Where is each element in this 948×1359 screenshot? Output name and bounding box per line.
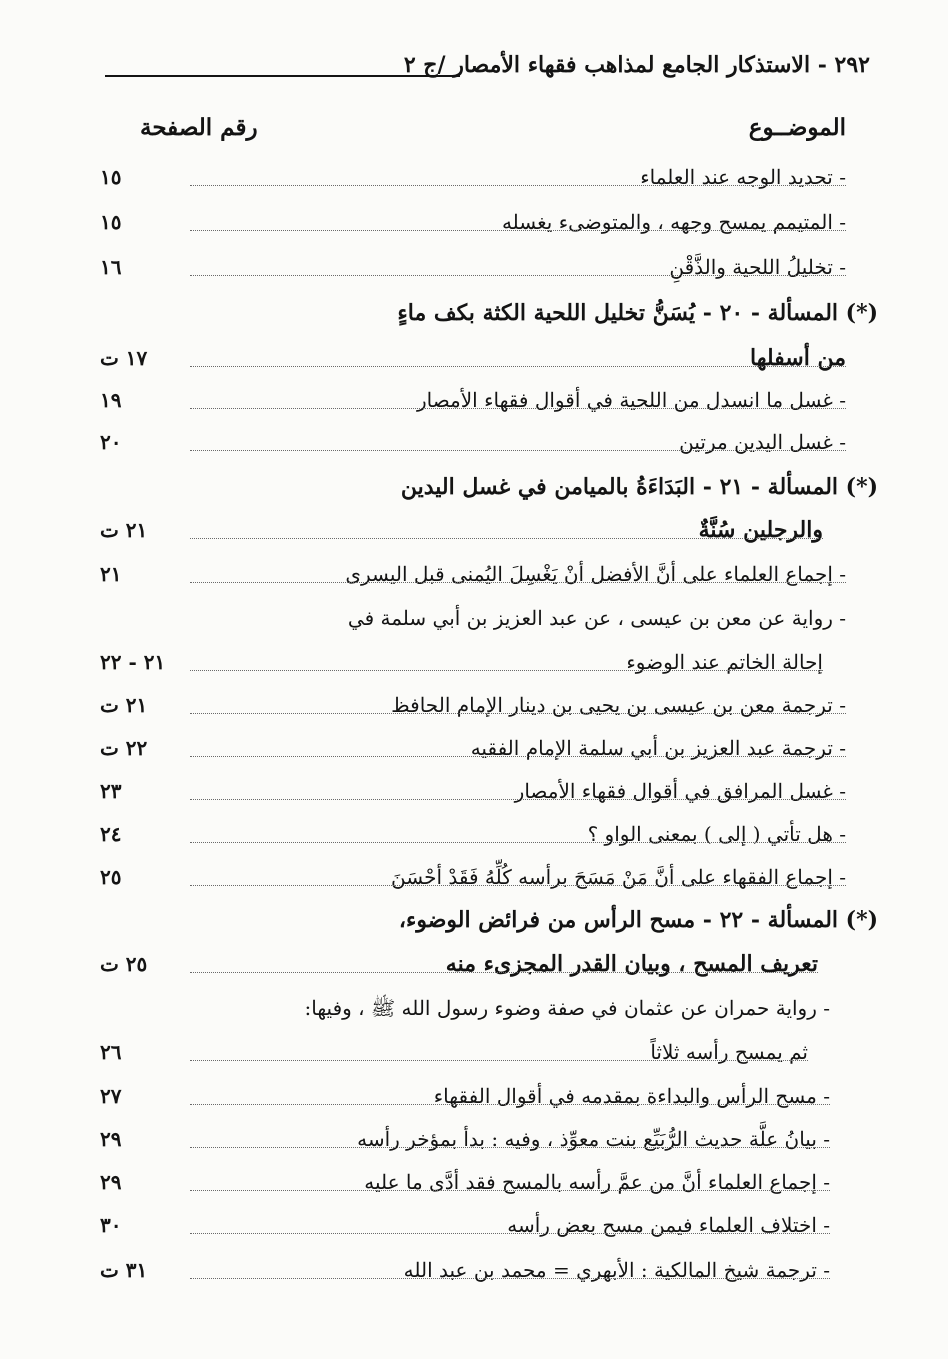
dot-leader (190, 275, 846, 276)
entry-text: - المتيمم يمسح وجهه ، والمتوضىء يغسله (494, 200, 846, 244)
dot-leader (190, 408, 846, 409)
index-entry-continuation (100, 640, 823, 684)
entry-text: - ترجمة عبد العزيز بن أبي سلمة الإمام الفقيه (463, 726, 846, 770)
index-entry (100, 683, 846, 727)
entry-text: - غسل ما انسدل من اللحية في أقوال فقهاء الأمصار (409, 378, 846, 422)
index-entry (100, 855, 846, 899)
entry-text: - إجماع العلماء على أنَّ الأفضل أنْ يَغْسِلَ اليُمنى قبل اليسرى (337, 552, 846, 596)
entry-text: - مسح الرأس والبداءة بمقدمه في أقوال الفقهاء (426, 1074, 830, 1118)
dot-leader (190, 582, 846, 583)
dot-leader (190, 230, 846, 231)
issue-heading (100, 465, 878, 509)
entry-page: ١٦ (100, 255, 122, 279)
entry-page: ٢١ - ٢٢ (100, 650, 166, 674)
entry-text: (*) المسألة - ٢٠ - يُسَنُّ تخليل اللحية الكثة بكف ماءٍ (389, 291, 878, 335)
entry-page: ٢٥ ت (100, 952, 148, 976)
entry-text: - غسل اليدين مرتين (671, 420, 846, 464)
entry-text: - ترجمة معن بن عيسى بن يحيى بن دينار الإمام الحافظ (383, 683, 846, 727)
index-entry (100, 552, 846, 596)
dot-leader (190, 670, 823, 671)
dot-leader (190, 366, 846, 367)
issue-heading (100, 291, 878, 335)
entry-text: إحالة الخاتم عند الوضوء (618, 640, 823, 684)
index-entry-continuation (100, 1030, 808, 1074)
dot-leader (190, 1233, 830, 1234)
entry-text: (*) المسألة - ٢١ - البَدَاءَةُ بالميامن في غسل اليدين (393, 465, 878, 509)
dot-leader (190, 1147, 830, 1148)
dot-leader (190, 450, 846, 451)
entry-text: ثم يمسح رأسه ثلاثاً (642, 1030, 808, 1074)
entry-page: ٢١ (100, 562, 122, 586)
index-entry (100, 1203, 830, 1247)
index-entry (100, 1160, 830, 1204)
entry-text: - تخليلُ اللحية والذَّقْنِ (661, 245, 846, 289)
dot-leader (190, 538, 823, 539)
entry-text: - ترجمة شيخ المالكية : الأبهري = محمد بن عبد الله (396, 1248, 830, 1292)
entry-page: ٣٠ (100, 1213, 122, 1237)
entry-page: ٢٩ (100, 1127, 122, 1151)
index-entry (100, 596, 846, 640)
dot-leader (190, 1060, 808, 1061)
entry-page: ٢٥ (100, 865, 122, 889)
entry-page: ٢٤ (100, 822, 122, 846)
index-entry (100, 245, 846, 289)
entry-text: - رواية عن معن بن عيسى ، عن عبد العزيز بن أبي سلمة في (340, 596, 846, 640)
entry-page: ٢٢ ت (100, 736, 148, 760)
entry-text: - إجماع الفقهاء على أنَّ مَنْ مَسَحَ برأسه كُلِّهُ فَقَدْ أحْسَنَ (383, 855, 846, 899)
index-entry (100, 1248, 830, 1292)
entry-page: ٢٠ (100, 430, 122, 454)
dot-leader (190, 885, 846, 886)
entry-text: - تحديد الوجه عند العلماء (632, 155, 846, 199)
dot-leader (190, 713, 846, 714)
index-entry (100, 420, 846, 464)
entry-page: ٢١ ت (100, 693, 148, 717)
index-entry (100, 726, 846, 770)
entry-text: - إجماع العلماء أنَّ من عمَّ رأسه بالمسح فقد أدَّى ما عليه (356, 1160, 830, 1204)
index-entry (100, 986, 830, 1030)
entry-page: ٢٣ (100, 779, 122, 803)
entry-text: - بيانُ علَّة حديث الرُّبَيِّع بنت معوِّذ ، وفيه : بدأ بمؤخر رأسه (349, 1117, 830, 1161)
page-header (105, 52, 870, 92)
page-number-column-heading: رقم الصفحة (140, 114, 258, 141)
issue-heading-continuation (100, 336, 846, 380)
entry-text: - هل تأتي ( إلى ) بمعنى الواو ؟ (580, 812, 846, 856)
dot-leader (190, 1278, 830, 1279)
dot-leader (190, 185, 846, 186)
entry-text: من أسفلها (742, 336, 846, 380)
entry-text: (*) المسألة - ٢٢ - مسح الرأس من فرائض الوضوء، (391, 898, 878, 942)
entry-page: ٢١ ت (100, 518, 148, 542)
entry-page: ٢٧ (100, 1084, 122, 1108)
dot-leader (190, 1190, 830, 1191)
dot-leader (190, 972, 818, 973)
entry-text: والرجلين سُنَّةٌ (691, 508, 823, 552)
index-entry (100, 769, 846, 813)
issue-heading-continuation (100, 942, 818, 986)
entry-page: ١٧ ت (100, 346, 148, 370)
running-head: ٢٩٢ - الاستذكار الجامع لمذاهب فقهاء الأمصار /ج ٢ (403, 52, 870, 78)
entry-text: تعريف المسح ، وبيان القدر المجزىء منه (438, 942, 818, 986)
topic-column-heading: الموضــوع (748, 114, 846, 141)
entry-page: ٣١ ت (100, 1258, 148, 1282)
index-entry (100, 378, 846, 422)
entry-text: - رواية حمران عن عثمان في صفة وضوء رسول الله ﷺ ، وفيها: (296, 986, 830, 1030)
header-rule (105, 75, 460, 77)
dot-leader (190, 756, 846, 757)
issue-heading-continuation (100, 508, 823, 552)
index-entry (100, 200, 846, 244)
dot-leader (190, 842, 846, 843)
entry-page: ١٥ (100, 165, 122, 189)
dot-leader (190, 799, 846, 800)
index-entry (100, 1117, 830, 1161)
entry-text: - اختلاف العلماء فيمن مسح بعض رأسه (499, 1203, 830, 1247)
entry-page: ٢٩ (100, 1170, 122, 1194)
index-entry (100, 155, 846, 199)
entry-text: - غسل المرافق في أقوال فقهاء الأمصار (507, 769, 846, 813)
index-entry (100, 1074, 830, 1118)
dot-leader (190, 1104, 830, 1105)
index-entry (100, 812, 846, 856)
entry-page: ١٥ (100, 210, 122, 234)
entry-page: ١٩ (100, 388, 122, 412)
issue-heading (100, 898, 878, 942)
entry-page: ٢٦ (100, 1040, 122, 1064)
